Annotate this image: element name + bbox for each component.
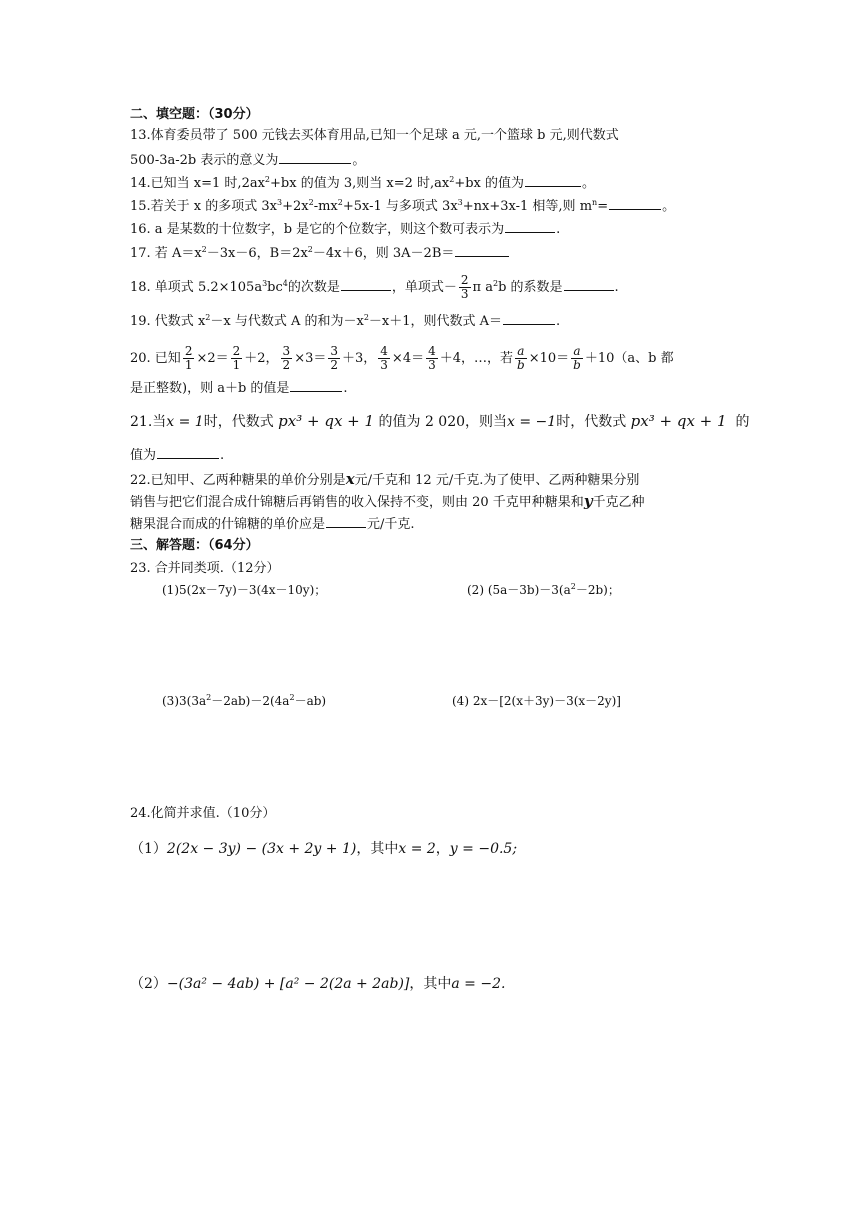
q19-end: . <box>556 314 561 329</box>
q23-text: (2) (5a－3b)－3(a <box>467 583 571 597</box>
question-16 <box>130 219 560 239</box>
answer-blank[interactable] <box>341 277 391 291</box>
q18-text: 的次数是 <box>287 280 340 295</box>
question-24-part-1 <box>130 840 517 858</box>
q15-end: 。 <box>662 199 676 214</box>
denominator: 2 <box>282 358 291 372</box>
q20-text: ×10＝ <box>528 351 570 366</box>
q24-text: ，其中 <box>356 841 399 857</box>
q18-end: . <box>614 280 619 295</box>
question-21-line-1 <box>130 412 749 431</box>
q16-text: 16. a 是某数的十位数字，b 是它的个位数字，则这个数可表示为 <box>130 222 505 237</box>
q24-expression: −(3a² − 4ab) + [a² − 2(2a + 2ab)] <box>166 976 410 992</box>
q15-text: 15.若关于 x 的多项式 3x <box>130 199 278 214</box>
question-15: 15.若关于 x 的多项式 $3x^3+2x^2-mx^2+5x-1$ 与多项式 $3x^3+nx+3x-1$ 相等,则 $m^n=$ 。 <box>130 198 676 214</box>
q21-math: x = 1 <box>166 414 204 430</box>
question-13-line-2 <box>130 150 365 170</box>
numerator: a <box>515 345 527 359</box>
q21-end: . <box>220 448 225 463</box>
q17-text: －3x－6，B＝2x <box>206 246 308 261</box>
q21-text: 21.当 <box>130 414 167 430</box>
q15-text: +5x-1 与多项式 3x <box>342 199 458 214</box>
denominator: 3 <box>380 358 388 372</box>
q23-text: －2ab)－2(4a <box>211 694 290 708</box>
q24-math: y = −0.5; <box>449 841 518 857</box>
q21-expression: px³ + qx + 1 <box>278 412 375 430</box>
question-18: 18. 单项式 $5.2\times 105a^3bc^4$的次数是 ，单项式－ $\frac{2}{3}$ π $a^2b$ 的系数是 . <box>130 273 619 301</box>
denominator: 3 <box>428 358 436 372</box>
fraction <box>571 345 583 372</box>
q21-text: 的 <box>735 414 750 430</box>
q20-text: ＋4，…，若 <box>439 351 514 366</box>
q14-text: +bx 的值为 3,则当 x=2 时,ax <box>270 176 450 191</box>
q20-text: 是正整数)，则 a＋b 的值是 <box>130 381 290 396</box>
fraction <box>183 345 195 372</box>
question-13-line-1: 13.体育委员带了 500 元钱去买体育用品,已知一个足球 a 元,一个篮球 b 元,则代数式 <box>130 128 619 143</box>
q14-end: 。 <box>582 176 596 191</box>
question-23-part-3: $(3)3(3a^2-2ab)-2(4a^2-ab)$ <box>162 693 327 708</box>
question-23-part-1: (1)5(2x－7y)－3(4x－10y)； <box>162 583 327 597</box>
q20-text: ×2＝ <box>196 351 229 366</box>
q18-text: π a <box>472 280 493 295</box>
fraction <box>378 345 390 372</box>
q21-text: 时，代数式 <box>203 414 274 430</box>
q22-var: y <box>583 492 593 510</box>
q15-text: -mx <box>313 199 338 214</box>
question-13-text: 500-3a-2b 表示的意义为 <box>130 153 279 168</box>
q23-text: (3)3(3a <box>162 694 207 708</box>
q24-math: x = 2 <box>398 841 436 857</box>
fraction <box>328 345 340 372</box>
q20-end: . <box>343 381 348 396</box>
section-2-title: 二、填空题：（30分） <box>130 107 259 122</box>
denominator: 2 <box>330 358 338 372</box>
q19-text: －x 与代数式 A 的和为－x <box>210 314 364 329</box>
q23-text: －2b)； <box>575 583 620 597</box>
numerator: 2 <box>184 344 193 358</box>
question-23-part-4: (4) 2x－[2(x＋3y)－3(x－2y)] <box>452 694 621 708</box>
q22-text: 销售与把它们混合成什锦糖后再销售的收入保持不变，则由 20 千克甲种糖果和 <box>130 495 584 510</box>
q24-text: ，其中 <box>409 976 452 992</box>
q20-text: ＋3， <box>342 351 377 366</box>
q21-expression: px³ + qx + 1 <box>630 412 727 430</box>
numerator: 3 <box>282 344 291 358</box>
q24-text: ， <box>435 841 450 857</box>
numerator: 4 <box>428 344 436 358</box>
q24-expression: 2(2x − 3y) − (3x + 2y + 1) <box>166 841 357 857</box>
answer-blank[interactable] <box>609 196 661 210</box>
answer-blank[interactable] <box>290 378 342 392</box>
question-19: 19. 代数式 $x^2-x$ 与代数式 A 的和为$-x^2-x+1$，则代数式 A＝ . <box>130 313 561 329</box>
answer-blank[interactable] <box>525 173 581 187</box>
numerator: 3 <box>330 344 338 358</box>
answer-blank[interactable] <box>564 277 614 291</box>
fraction <box>231 345 243 372</box>
q24-math: a = −2. <box>451 976 506 992</box>
numerator: a <box>571 345 583 359</box>
question-22-line-1 <box>130 470 639 490</box>
q14-text: 14.已知当 x=1 时,2ax <box>130 176 265 191</box>
answer-blank[interactable] <box>455 243 509 257</box>
fraction <box>515 345 527 372</box>
q22-text: 糖果混合而成的什锦糖的单价应是 <box>130 517 326 532</box>
denominator: 3 <box>460 287 469 301</box>
q20-text: ＋10（a、b 都 <box>584 351 674 366</box>
question-24-part-2 <box>130 975 505 993</box>
q23-text: －ab) <box>294 694 327 708</box>
question-23-title: 23. 合并同类项.（12分） <box>130 561 280 576</box>
answer-blank[interactable] <box>505 219 555 233</box>
fraction <box>459 274 471 301</box>
question-22-line-2 <box>130 492 645 512</box>
q20-text: ×4＝ <box>391 351 425 366</box>
q19-text: 19. 代数式 x <box>130 314 206 329</box>
q20-text: 20. 已知 <box>130 351 181 366</box>
q24-text: （2） <box>130 976 167 992</box>
q18-text: 18. 单项式 5.2×105a <box>130 280 263 295</box>
q18-text: b 的系数是 <box>498 280 563 295</box>
q16-end: . <box>556 222 561 237</box>
question-22-line-3 <box>130 514 415 534</box>
q22-var: x <box>345 470 355 488</box>
q17-text: 17. 若 A＝x <box>130 246 202 261</box>
answer-blank[interactable] <box>279 150 351 164</box>
answer-blank[interactable] <box>157 445 219 459</box>
q20-text: ×3＝ <box>294 351 327 366</box>
q21-text: 值为 <box>130 448 157 463</box>
question-24-title: 24.化简并求值.（10分） <box>130 806 276 821</box>
denominator: b <box>517 358 525 372</box>
q22-text: 22.已知甲、乙两种糖果的单价分别是 <box>130 473 346 488</box>
numerator: 4 <box>380 344 388 358</box>
answer-blank[interactable] <box>326 514 366 528</box>
denominator: 1 <box>232 358 241 372</box>
question-23-part-2: (2) $(5a-3b)-3(a^2-2b)$； <box>467 582 620 597</box>
question-17: 17. 若 $A=x^2-3x-6$，$B=2x^2-4x+6$，则 3A－2B＝ <box>130 243 510 263</box>
q20-text: ＋2， <box>244 351 279 366</box>
q17-text: －4x＋6，则 3A－2B＝ <box>312 246 455 261</box>
q14-text: +bx 的值为 <box>454 176 524 191</box>
question-20-line-1 <box>130 345 674 372</box>
q15-text: +nx+3x-1 相等,则 m <box>462 199 593 214</box>
q18-text: ，单项式－ <box>391 280 457 295</box>
denominator: 1 <box>184 358 193 372</box>
q22-text: 千克乙种 <box>592 495 645 510</box>
question-14: 14.已知当 x=1 时$,2ax^2+bx$ 的值为 3,则当 x=2 时$,ax^2+bx$ 的值为 。 <box>130 175 596 191</box>
question-20-line-2 <box>130 378 348 398</box>
q21-text: 的值为 2 020，则当 <box>378 414 508 430</box>
q21-text: 时，代数式 <box>556 414 627 430</box>
question-21-line-2 <box>130 445 224 465</box>
q22-text: 元/千克. <box>367 517 415 532</box>
fraction <box>281 345 293 372</box>
q15-text: +2x <box>282 199 309 214</box>
q19-text: －x＋1，则代数式 A＝ <box>368 314 503 329</box>
fraction <box>426 345 438 372</box>
answer-blank[interactable] <box>503 311 555 325</box>
numerator: 2 <box>232 344 241 358</box>
q22-text: 元/千克和 12 元/千克.为了使甲、乙两种糖果分别 <box>354 473 640 488</box>
q21-math: x = −1 <box>507 414 557 430</box>
denominator: b <box>573 358 581 372</box>
q15-text: = <box>597 199 609 214</box>
section-3-title: 三、解答题：（64分） <box>130 538 259 553</box>
q24-text: （1） <box>130 841 167 857</box>
numerator: 2 <box>460 273 469 287</box>
question-13-end: 。 <box>352 153 366 168</box>
q18-text: bc <box>267 280 283 295</box>
